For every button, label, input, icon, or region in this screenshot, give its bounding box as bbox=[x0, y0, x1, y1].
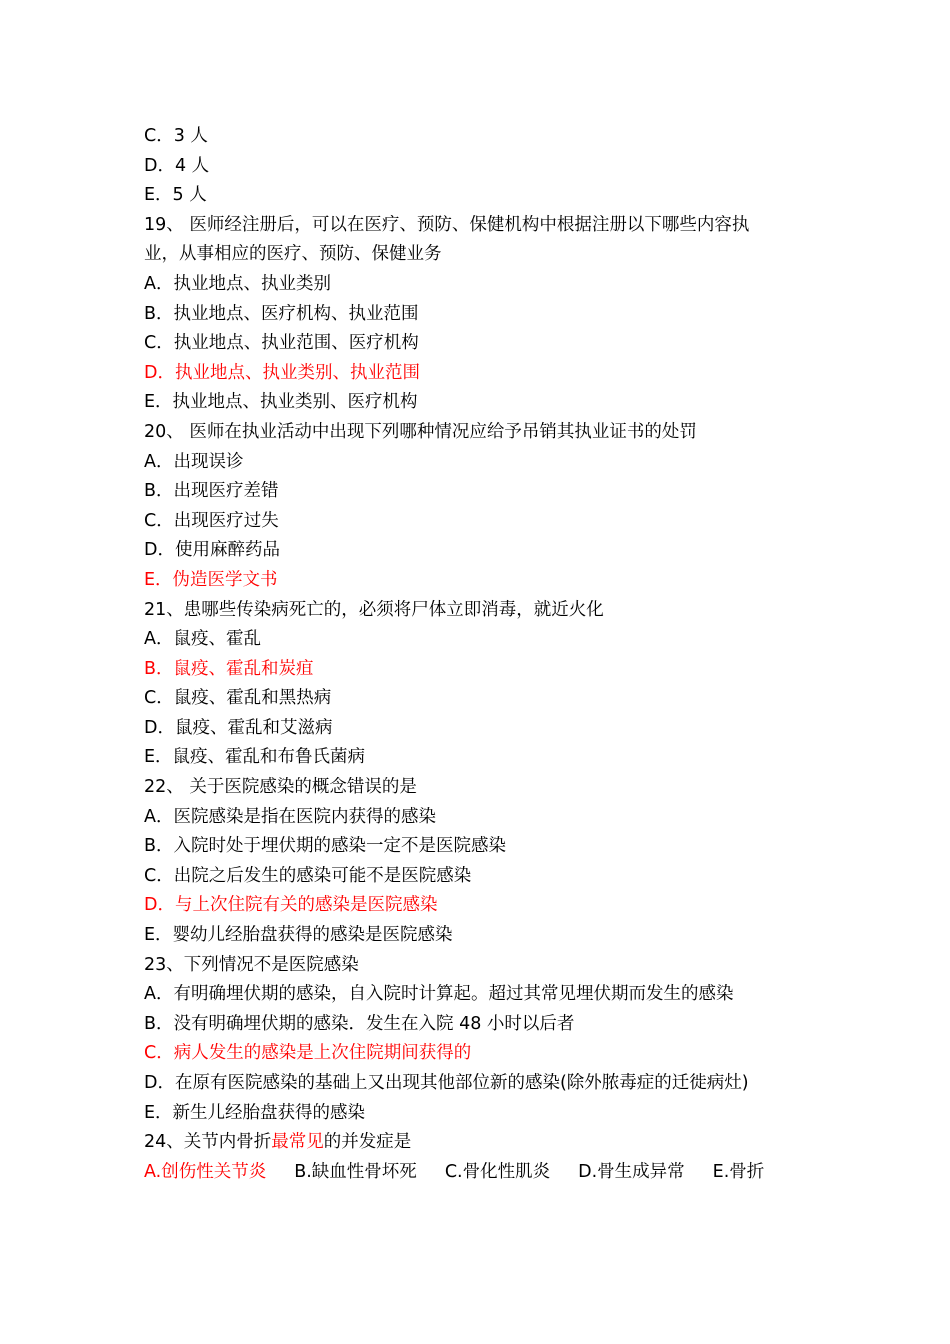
answer-option-line: D．与上次住院有关的感染是医院感染 bbox=[144, 895, 438, 916]
question-23-line: 23、下列情况不是医院感染 bbox=[144, 954, 359, 975]
option-d: D.骨生成异常 bbox=[578, 1161, 685, 1182]
option-line: B．入院时处于埋伏期的感染一定不是医院感染 bbox=[144, 836, 507, 857]
question-20-line: 20、 医师在执业活动中出现下列哪种情况应给予吊销其执业证书的处罚 bbox=[144, 421, 697, 442]
text-line: D．4 人 bbox=[144, 155, 210, 176]
answer-option-a: A.创伤性关节炎 bbox=[144, 1161, 267, 1182]
option-line: B．没有明确埋伏期的感染．发生在入院 48 小时以后者 bbox=[144, 1013, 575, 1034]
option-line: D．鼠疫、霍乱和艾滋病 bbox=[144, 717, 333, 738]
option-line: A．医院感染是指在医院内获得的感染 bbox=[144, 806, 436, 827]
option-line: C．鼠疫、霍乱和黑热病 bbox=[144, 688, 332, 709]
option-line: A．执业地点、执业类别 bbox=[144, 273, 331, 294]
answer-option-line: E．伪造医学文书 bbox=[144, 569, 278, 590]
option-line: B．出现医疗差错 bbox=[144, 481, 279, 502]
option-line: A．出现误诊 bbox=[144, 451, 244, 472]
option-line: E．婴幼儿经胎盘获得的感染是医院感染 bbox=[144, 925, 453, 946]
answer-option-line: D．执业地点、执业类别、执业范围 bbox=[144, 362, 420, 383]
option-line: A．有明确埋伏期的感染，自入院时计算起。超过其常见埋伏期而发生的感染 bbox=[144, 984, 734, 1005]
question-24-prefix: 24、关节内骨折 bbox=[144, 1132, 272, 1153]
option-line: E．执业地点、执业类别、医疗机构 bbox=[144, 392, 418, 413]
option-line: D．在原有医院感染的基础上又出现其他部位新的感染(除外脓毒症的迁徙病灶) bbox=[144, 1073, 749, 1093]
document-page bbox=[144, 122, 824, 1187]
question-22-line: 22、 关于医院感染的概念错误的是 bbox=[144, 777, 417, 798]
question-24-suffix: 的并发症是 bbox=[323, 1132, 412, 1153]
option-c: C.骨化性肌炎 bbox=[444, 1161, 551, 1182]
option-line: C．出现医疗过失 bbox=[144, 510, 279, 531]
option-line: D．使用麻醉药品 bbox=[144, 540, 280, 561]
text-line: C．3 人 bbox=[144, 126, 208, 146]
option-line: B．执业地点、医疗机构、执业范围 bbox=[144, 303, 419, 324]
option-line: E．新生儿经胎盘获得的感染 bbox=[144, 1102, 366, 1123]
option-e: E.骨折 bbox=[712, 1161, 765, 1182]
option-line: E．鼠疫、霍乱和布鲁氏菌病 bbox=[144, 747, 366, 768]
question-21-line: 21、患哪些传染病死亡的，必须将尸体立即消毒，就近火化 bbox=[144, 599, 604, 620]
option-line: C．出院之后发生的感染可能不是医院感染 bbox=[144, 865, 472, 886]
question-24-highlight: 最常见 bbox=[271, 1132, 324, 1153]
question-24-options bbox=[144, 1158, 824, 1188]
option-line: A．鼠疫、霍乱 bbox=[144, 629, 261, 650]
answer-option-line: B．鼠疫、霍乱和炭疽 bbox=[144, 658, 314, 679]
text-line: E．5 人 bbox=[144, 185, 207, 206]
option-b: B.缺血性骨坏死 bbox=[294, 1161, 417, 1182]
answer-option-line: C．病人发生的感染是上次住院期间获得的 bbox=[144, 1043, 472, 1064]
option-line: C．执业地点、执业范围、医疗机构 bbox=[144, 333, 419, 354]
question-24-line bbox=[144, 1128, 824, 1158]
question-19-line-1: 19、 医师经注册后，可以在医疗、预防、保健机构中根据注册以下哪些内容执 bbox=[144, 214, 750, 235]
question-19-line-2: 业，从事相应的医疗、预防、保健业务 bbox=[144, 244, 442, 265]
